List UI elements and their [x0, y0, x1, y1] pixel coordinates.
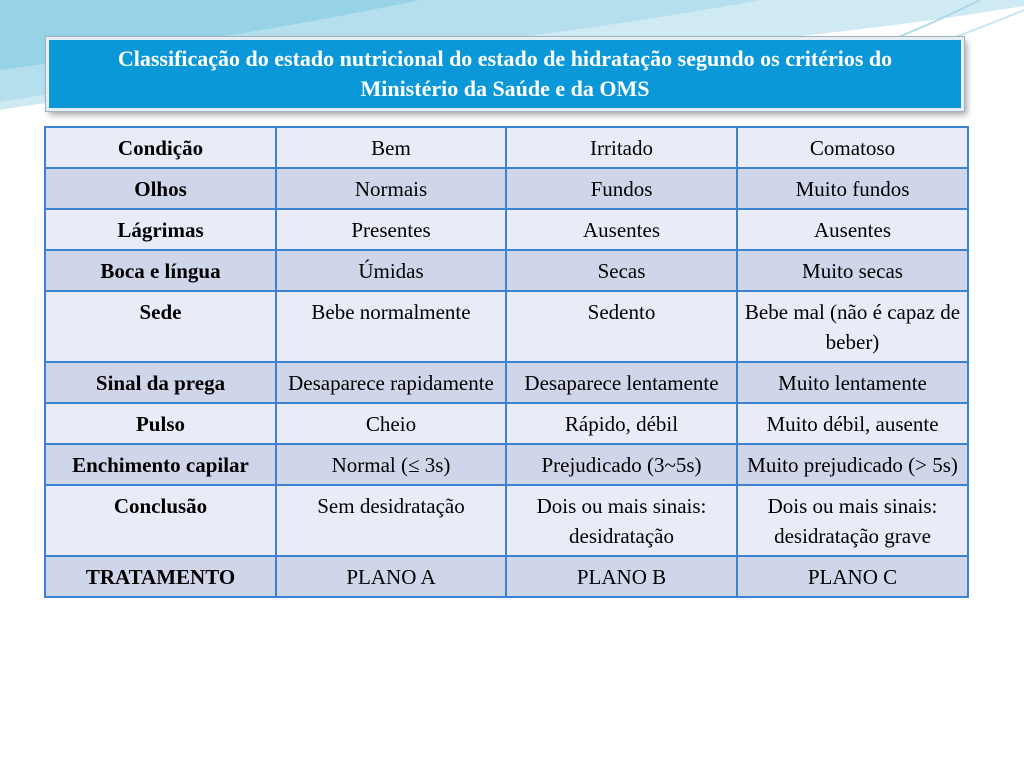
row-header-cell: TRATAMENTO — [45, 556, 276, 597]
table-cell: Normais — [276, 168, 506, 209]
table-cell: Bebe mal (não é capaz de beber) — [737, 291, 968, 362]
table-cell: Muito prejudicado (> 5s) — [737, 444, 968, 485]
hydration-classification-table — [44, 126, 969, 598]
table-row — [45, 168, 968, 209]
row-header-cell: Condição — [45, 127, 276, 168]
slide-title: Classificação do estado nutricional do estado de hidratação segundo os critérios do Ministério da Saúde e da OMS — [117, 46, 893, 101]
table-cell: Comatoso — [737, 127, 968, 168]
table-row — [45, 485, 968, 556]
table-row — [45, 291, 968, 362]
table-row — [45, 556, 968, 597]
table-cell: PLANO A — [276, 556, 506, 597]
table-cell: PLANO C — [737, 556, 968, 597]
table-cell: Muito débil, ausente — [737, 403, 968, 444]
table-cell: Desaparece lentamente — [506, 362, 737, 403]
table-cell: Úmidas — [276, 250, 506, 291]
table-cell: Muito lentamente — [737, 362, 968, 403]
row-header-cell: Sede — [45, 291, 276, 362]
table-cell: Sedento — [506, 291, 737, 362]
row-header-cell: Lágrimas — [45, 209, 276, 250]
table-cell: Desaparece rapidamente — [276, 362, 506, 403]
table-cell: Secas — [506, 250, 737, 291]
table-cell: Presentes — [276, 209, 506, 250]
table-cell: Rápido, débil — [506, 403, 737, 444]
row-header-cell: Enchimento capilar — [45, 444, 276, 485]
table-cell: Sem desidratação — [276, 485, 506, 556]
table-cell: Muito fundos — [737, 168, 968, 209]
table-cell: Ausentes — [737, 209, 968, 250]
table-cell: Cheio — [276, 403, 506, 444]
row-header-cell: Boca e língua — [45, 250, 276, 291]
table-cell: Irritado — [506, 127, 737, 168]
row-header-cell: Sinal da prega — [45, 362, 276, 403]
table-cell: Bem — [276, 127, 506, 168]
table-cell: Normal (≤ 3s) — [276, 444, 506, 485]
table-row — [45, 444, 968, 485]
table-cell: Dois ou mais sinais: desidratação — [506, 485, 737, 556]
table-cell: Dois ou mais sinais: desidratação grave — [737, 485, 968, 556]
table-cell: Ausentes — [506, 209, 737, 250]
table-row — [45, 209, 968, 250]
table-cell: Muito secas — [737, 250, 968, 291]
row-header-cell: Pulso — [45, 403, 276, 444]
table-cell: PLANO B — [506, 556, 737, 597]
table-row — [45, 250, 968, 291]
table-cell: Prejudicado (3~5s) — [506, 444, 737, 485]
slide-title-box — [46, 37, 964, 111]
row-header-cell: Olhos — [45, 168, 276, 209]
table-cell: Bebe normalmente — [276, 291, 506, 362]
table-row — [45, 362, 968, 403]
table-cell: Fundos — [506, 168, 737, 209]
table-row — [45, 403, 968, 444]
row-header-cell: Conclusão — [45, 485, 276, 556]
table-row — [45, 127, 968, 168]
